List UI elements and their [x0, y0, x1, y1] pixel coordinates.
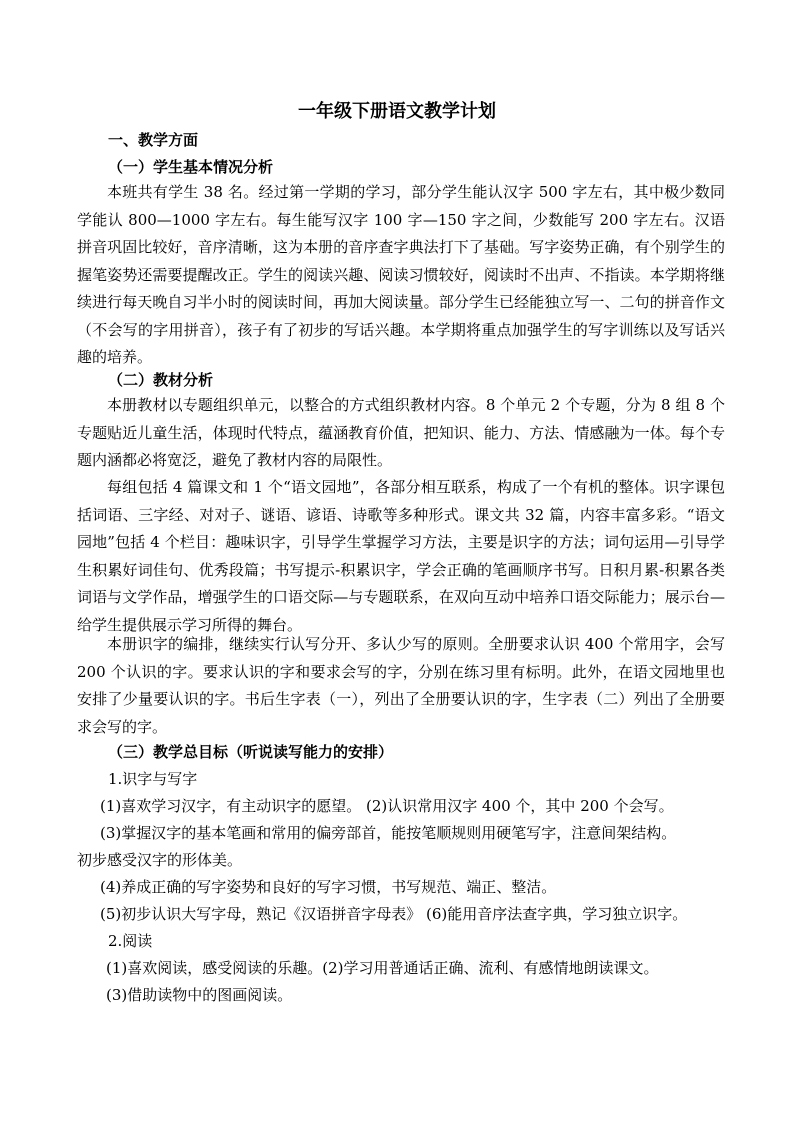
- goal-item: (1)喜欢学习汉字，有主动识字的愿望。 (2)认识常用汉字 400 个，其中 200 个会写。: [100, 797, 674, 815]
- paragraph-textbook-3: 本册识字的编排，继续实行认写分开、多认少写的原则。全册要求认识 400 个常用字，会写 200 个认识的字。要求认识的字和要求会写的字，分别在练习里有标明。此外，在语文园地里也安排了少量要认识的字。书后生字表（一），列出了全册要认识的字，生字表（二）列出了全册要求会写的字。: [77, 635, 725, 736]
- paragraph-textbook-1: 本册教材以专题组织单元，以整合的方式组织教材内容。8 个单元 2 个专题，分为 8 组 8 个专题贴近儿童生活，体现时代特点，蕴涵教育价值，把知识、能力、方法、情感融为一体。每个专题内涵都必将宽泛，避免了教材内容的局限性。: [77, 396, 725, 469]
- subheading-student-analysis: （一）学生基本情况分析: [108, 158, 274, 176]
- document-title: 一年级下册语文教学计划: [298, 101, 496, 122]
- goal-item: (3)掌握汉字的基本笔画和常用的偏旁部首，能按笔顺规则用硬笔写字，注意间架结构。: [100, 824, 677, 842]
- section-heading-teaching: 一、教学方面: [108, 131, 199, 149]
- goal-reading-heading: 2.阅读: [108, 932, 153, 950]
- goal-literacy-heading: 1.识字与写字: [108, 770, 198, 788]
- paragraph-textbook-2: 每组包括 4 篇课文和 1 个“语文园地”，各部分相互联系，构成了一个有机的整体。识字课包括词语、三字经、对对子、谜语、谚语、诗歌等多种形式。课文共 32 篇，内容丰富多彩。“语文园地”包括 4 个栏目：趣味识字，引导学生掌握学习方法，主要是识字的方法；词句运用—引导学生积累好词佳句、优秀段篇；书写提示-积累识字，学会正确的笔画顺序书写。日积月累-积累各类词语与文学作品，增强学生的口语交际—与专题联系，在双向互动中培养口语交际能力；展示台—给学生提供展示学习所得的舞台。: [77, 478, 725, 634]
- goal-item-continuation: 初步感受汉字的形体美。: [77, 851, 243, 869]
- subheading-teaching-goals: （三）教学总目标（听说读写能力的安排）: [108, 743, 394, 761]
- goal-item: (4)养成正确的写字姿势和良好的写字习惯，书写规范、端正、整洁。: [100, 878, 557, 896]
- goal-item: (1)喜欢阅读，感受阅读的乐趣。(2)学习用普通话正确、流利、有感情地朗读课文。: [106, 959, 659, 977]
- subheading-textbook-analysis: （二）教材分析: [108, 371, 214, 389]
- goal-item: (3)借助读物中的图画阅读。: [106, 986, 293, 1004]
- paragraph-student-analysis: 本班共有学生 38 名。经过第一学期的学习，部分学生能认汉字 500 字左右，其中极少数同学能认 800—1000 字左右。每生能写汉字 100 字—150 字之间，少数能写 200 字左右。汉语拼音巩固比较好，音序清晰，这为本册的音序查字典法打下了基础。写字姿势正确，有个别学生的握笔姿势还需要提醒改正。学生的阅读兴趣、阅读习惯较好，阅读时不出声、不指读。本学期将继续进行每天晚自习半小时的阅读时间，再加大阅读量。部分学生已经能独立写一、二句的拼音作文（不会写的字用拼音），孩子有了初步的写话兴趣。本学期将重点加强学生的写字训练以及写话兴趣的培养。: [77, 183, 725, 366]
- goal-item: (5)初步认识大写字母，熟记《汉语拼音字母表》 (6)能用音序法查字典，学习独立识字。: [100, 905, 688, 923]
